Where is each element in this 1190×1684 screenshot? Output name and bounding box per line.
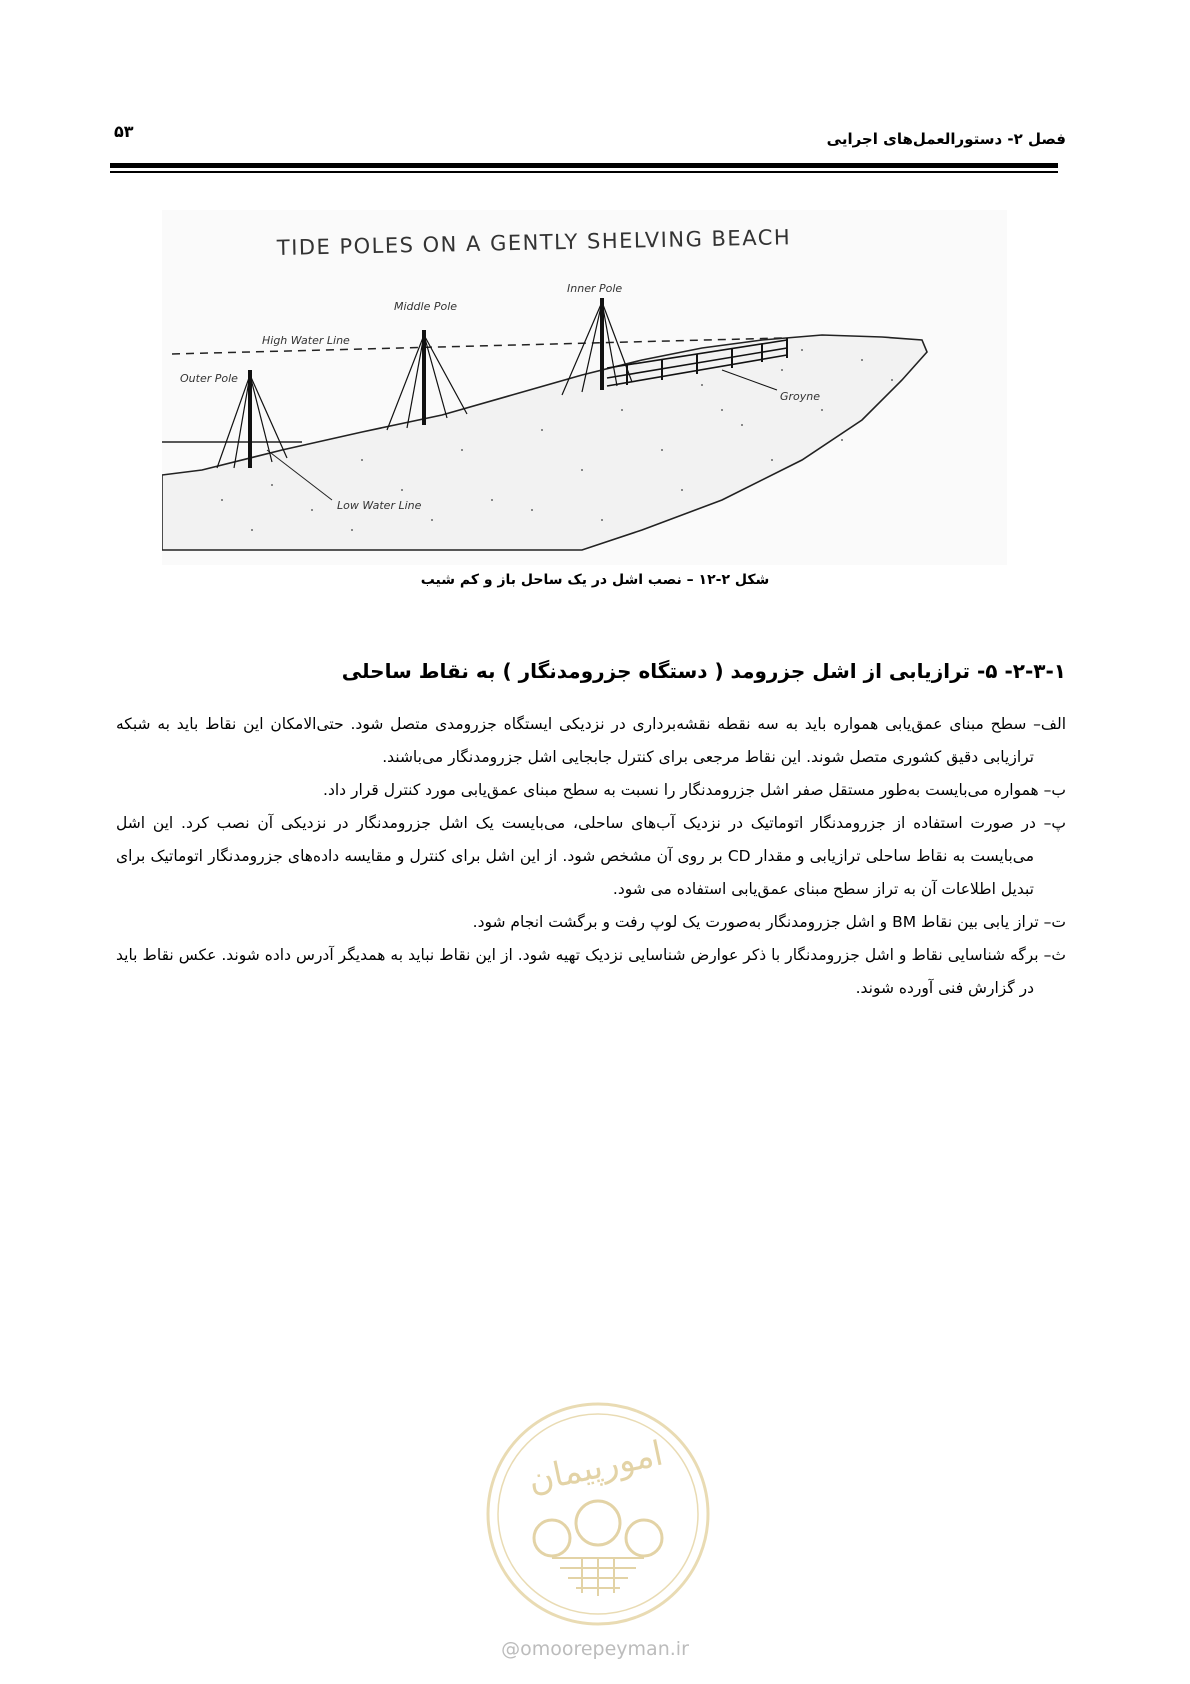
page-number: ۵۳	[114, 122, 134, 141]
paragraph-be: ب– همواره می‌بایست به‌طور مستقل صفر اشل جزرومدنگار را نسبت به سطح مبنای عمق‌یابی مورد کنترل قرار داد.	[323, 781, 1066, 799]
watermark-logo	[482, 1398, 714, 1630]
paragraph-se: ث– برگه شناسایی نقاط و اشل جزرومدنگار با ذکر عوارض شناسایی نزدیک تهیه شود. از این نقاط نباید به همدیگر آدرس داده شوند. عکس نقاط باید در گزارش فنی آورده شوند.	[116, 946, 1066, 997]
paragraph-alef: الف– سطح مبنای عمق‌یابی همواره باید به سه نقطه نقشه‌برداری در نزدیکی ایستگاه جزرومدی متصل شود. حتی‌الامکان این نقاط باید به شبکه ترازیابی دقیق کشوری متصل شوند. این نقاط مرجعی برای کنترل جابجایی اشل جزرومدنگار می‌باشند.	[116, 715, 1066, 766]
header-rule-thin	[110, 171, 1058, 173]
watermark-url: @​omoorepeyman.ir	[501, 1638, 689, 1660]
svg-text:امورپیمان: امورپیمان	[524, 1433, 667, 1501]
section-heading: ۲-۳-۱- ۵- ترازیابی از اشل جزرومد ( دستگاه جزرومدنگار ) به نقاط ساحلی	[341, 659, 1066, 683]
paragraph-pe: پ– در صورت استفاده از جزرومدنگار اتوماتیک در نزدیک آب‌های ساحلی، می‌بایست یک اشل جزرومدنگار در نزدیکی آن نصب کرد. این اشل می‌بایست به نقاط ساحلی ترازیابی و مقدار CD بر روی آن مشخص شود. از این اشل برای کنترل و مقایسه داده‌های جزرومدنگار اتوماتیک برای تبدیل اطلاعات آن به تراز سطح مبنای عمق‌یابی استفاده می شود.	[116, 814, 1066, 898]
figure-caption: شکل ۲-۱۲ – نصب اشل در یک ساحل باز و کم شیب	[420, 572, 770, 588]
middle-pole-label: Middle Pole	[394, 300, 458, 313]
tide-poles-figure	[162, 210, 1007, 565]
paragraph-te: ت– تراز یابی بین نقاط BM و اشل جزرومدنگار به‌صورت یک لوپ رفت و برگشت انجام شود.	[472, 913, 1066, 931]
header-rule-thick	[110, 163, 1058, 168]
low-water-label: Low Water Line	[337, 499, 422, 512]
watermark-url-text: omoorepeyman.ir	[520, 1638, 689, 1660]
outer-pole-label: Outer Pole	[180, 372, 238, 385]
section-body	[116, 708, 1066, 1005]
inner-pole-label: Inner Pole	[567, 282, 623, 295]
figure-title: TIDE POLES ON A GENTLY SHELVING BEACH	[276, 225, 792, 260]
groyne-label: Groyne	[780, 390, 821, 403]
high-water-label: High Water Line	[262, 334, 350, 347]
chapter-header: فصل ۲- دستورالعمل‌های اجرایی	[826, 130, 1066, 148]
